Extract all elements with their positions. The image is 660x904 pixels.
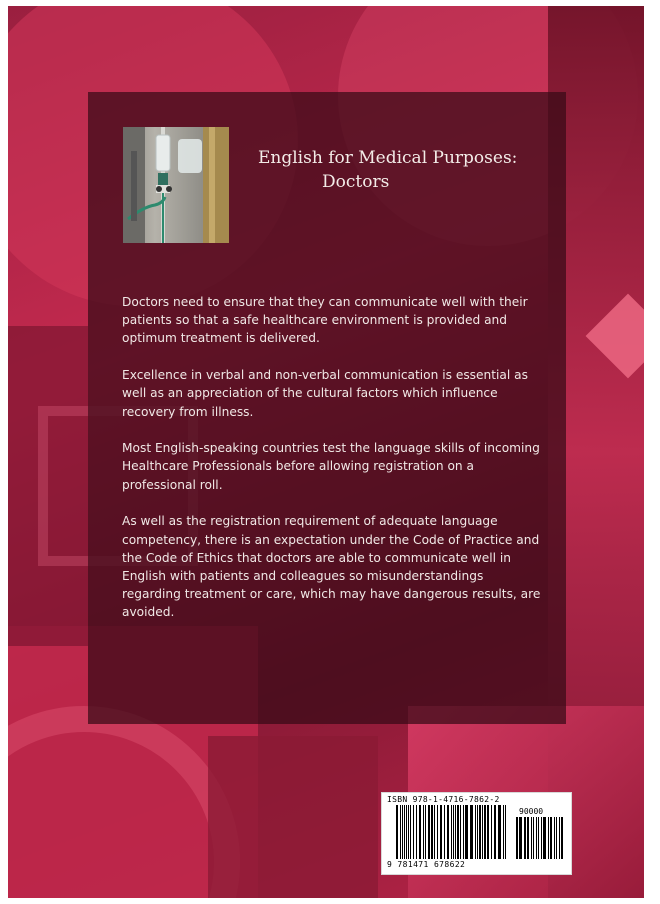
book-title bbox=[258, 146, 518, 194]
isbn-barcode bbox=[381, 792, 572, 875]
cover-photo bbox=[123, 127, 229, 243]
blurb-paragraph: Excellence in verbal and non-verbal communication is essential as well as an appreciation of the cultural factors which influence recovery from illness. bbox=[122, 368, 528, 419]
barcode-digits: 9 781471 678622 bbox=[387, 860, 466, 869]
blurb bbox=[122, 293, 542, 640]
title-line-1: English for Medical Purposes: bbox=[258, 148, 518, 168]
title-line-2: Doctors bbox=[322, 172, 390, 192]
iv-drip-illustration bbox=[123, 127, 229, 243]
abstract-shape bbox=[208, 736, 378, 898]
price-code: 90000 bbox=[519, 807, 544, 816]
blurb-paragraph: Most English-speaking countries test the language skills of incoming Healthcare Professionals before allowing registration on a professional roll. bbox=[122, 441, 540, 492]
blurb-paragraph: As well as the registration requirement of adequate language competency, there is an expectation under the Code of Practice and the Code of Ethics that doctors are able to communicate well in English with patients and colleagues so misunderstandings regarding treatment or care, which may have dangerous results, are avoided. bbox=[122, 514, 541, 620]
back-cover bbox=[8, 6, 644, 898]
isbn-label: ISBN 978-1-4716-7862-2 bbox=[387, 795, 500, 804]
blurb-paragraph: Doctors need to ensure that they can communicate well with their patients so that a safe healthcare environment is provided and optimum treatment is delivered. bbox=[122, 295, 528, 346]
